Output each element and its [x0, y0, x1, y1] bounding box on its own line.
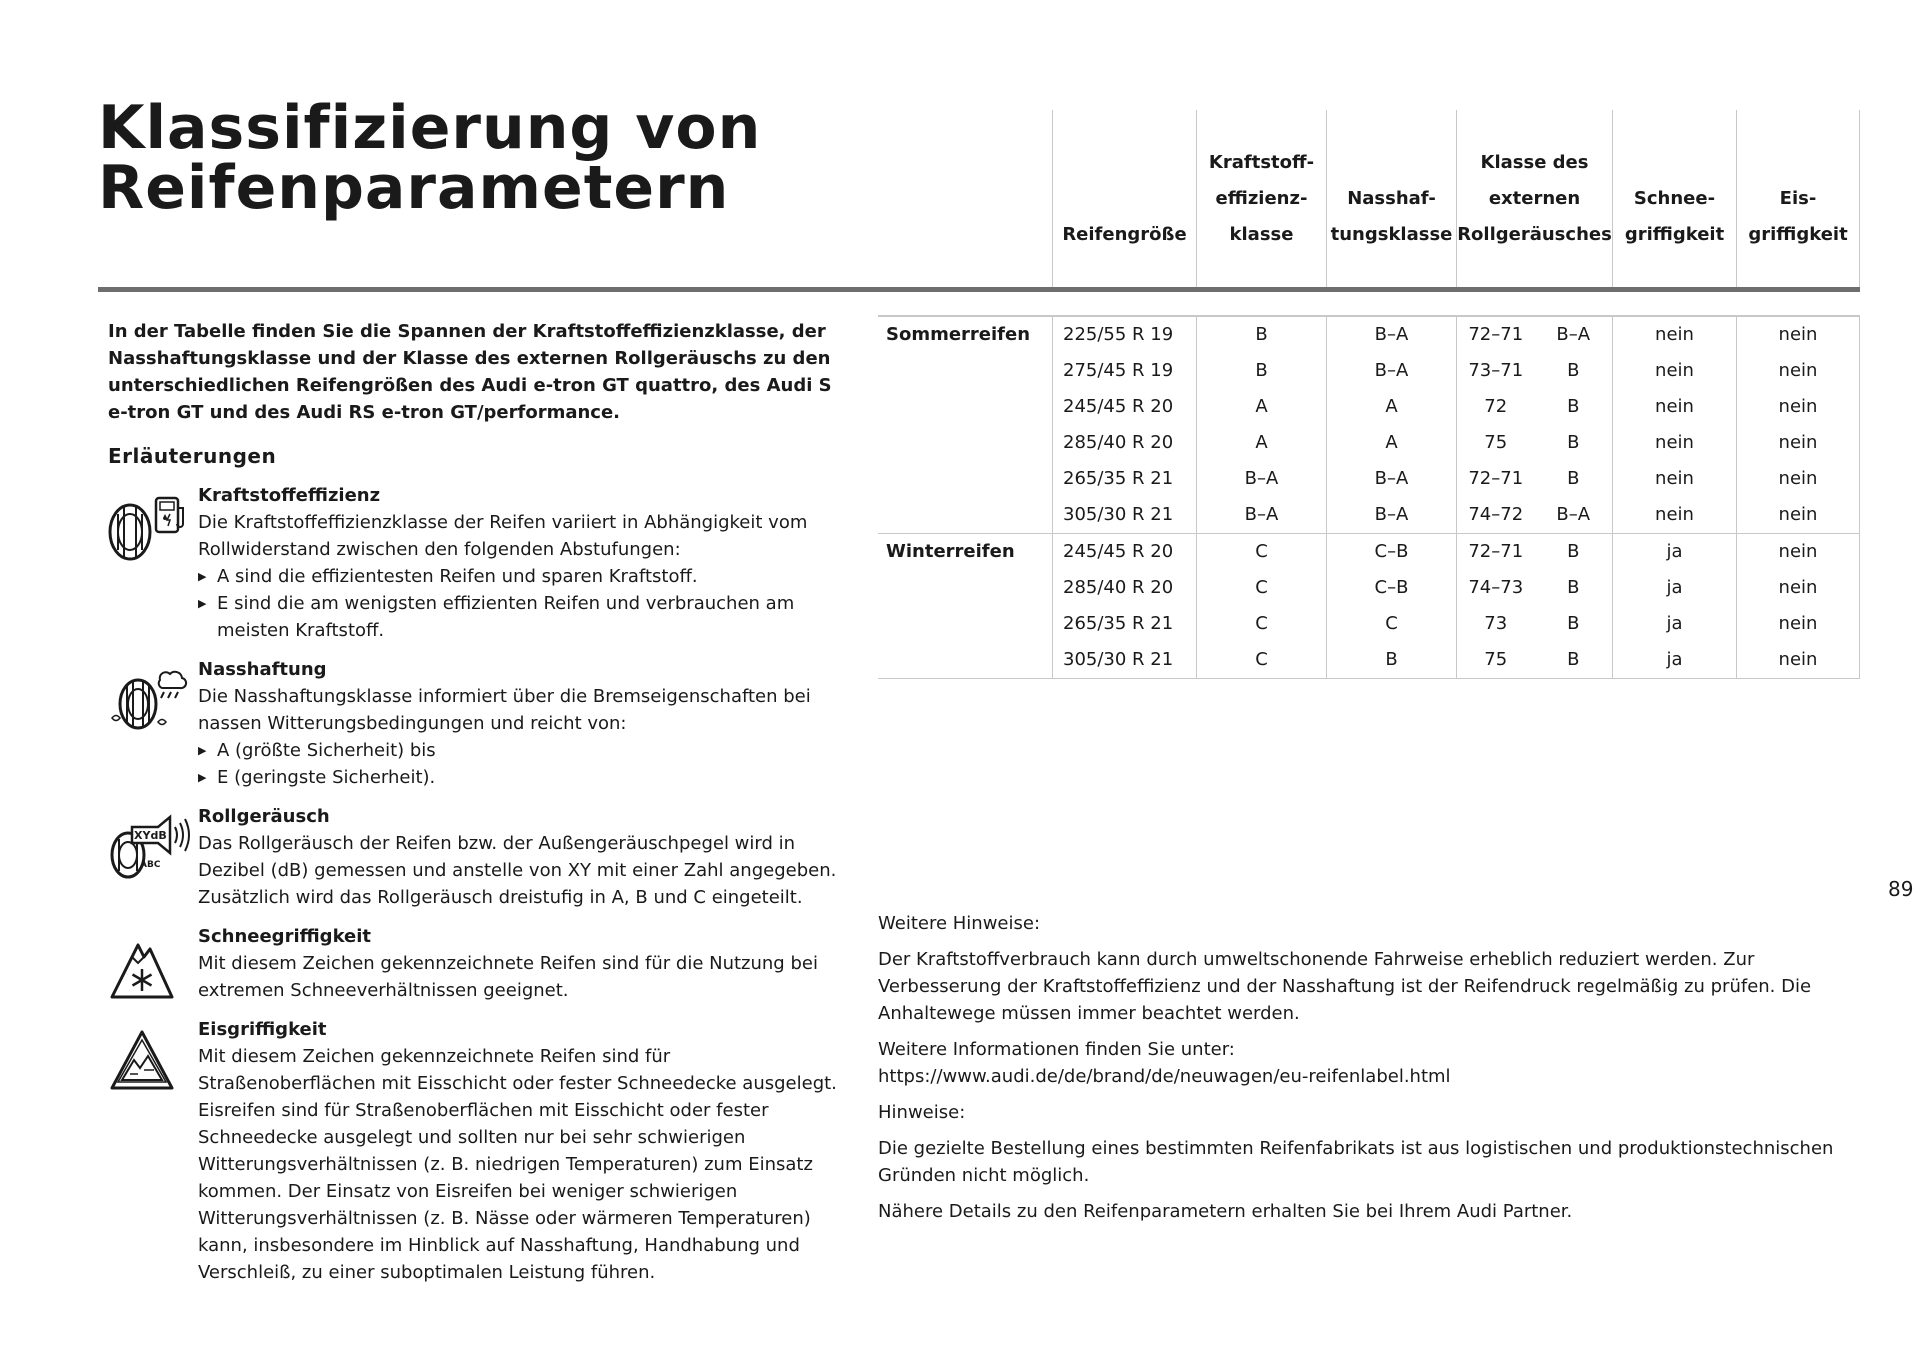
cell-noise-class: B [1567, 359, 1580, 381]
header-ice-line: Eis- [1779, 188, 1817, 209]
cell-noise-db: 72–71 [1468, 540, 1524, 562]
cell-efficiency: A [1196, 425, 1326, 461]
tire-table [878, 315, 1860, 679]
noise-icon-sub: ABC [140, 860, 161, 870]
item-text: Mit diesem Zeichen gekennzeichnete Reifen sind für Straßenoberflächen mit Eisschicht oder fester Schneedecke ausgelegt. Eisreifen sind für Straßenoberflächen mit Eisschicht oder fester Schneedecke ausgelegt und sollten nur bei sehr schwierigen Witterungsverhältnissen (z. B. niedrigen Temperaturen) zum Einsatz kommen. Der Einsatz von Eisreifen bei weniger schwierigen Witterungsverhältnissen (z. B. Nässe oder wärmeren Temperaturen) kann, insbesondere im Hinblick auf Nasshaftung, Handhabung und Verschleiß, zu einer suboptimalen Leistung führen. [198, 1046, 837, 1283]
item-text: Mit diesem Zeichen gekennzeichnete Reifen sind für die Nutzung bei extremen Schneeverhältnissen geeignet. [198, 953, 818, 1001]
explanation-column [108, 318, 848, 1286]
cell-ice-grip: nein [1736, 461, 1860, 497]
cell-efficiency: B–A [1196, 461, 1326, 497]
cell-noise-db: 74–72 [1468, 503, 1524, 525]
cell-ice-grip: nein [1736, 425, 1860, 461]
cell-noise-class: B [1567, 612, 1580, 634]
cell-noise-db: 74–73 [1468, 576, 1524, 598]
cell-rolling-noise [1456, 317, 1612, 353]
cell-noise-db: 73 [1484, 612, 1508, 634]
header-snow-line: griffigkeit [1624, 224, 1725, 245]
cell-size: 275/45 R 19 [1052, 353, 1196, 389]
table-header [1052, 110, 1860, 287]
intro-text: In der Tabelle finden Sie die Spannen der Kraftstoffeffizienzklasse, der Nasshaftungsklasse und der Klasse des externen Rollgeräuschs zu den unterschiedlichen Reifengrößen des Audi e-tron GT quattro, des Audi S e-tron GT und des Audi RS e-tron GT/performance. [108, 321, 832, 423]
cell-efficiency: C [1196, 606, 1326, 642]
cell-noise-db: 72–71 [1468, 323, 1524, 345]
cell-efficiency: B [1196, 317, 1326, 353]
tire-group [878, 534, 1860, 679]
explanations-heading: Erläuterungen [108, 444, 277, 468]
cell-size: 245/45 R 20 [1052, 389, 1196, 425]
tire-fuel-icon [108, 492, 192, 562]
item-heading: Rollgeräusch [198, 806, 330, 827]
cell-size: 265/35 R 21 [1052, 461, 1196, 497]
item-heading: Schneegriffigkeit [198, 926, 372, 947]
notes-info [878, 1036, 1863, 1090]
cell-ice-grip: nein [1736, 389, 1860, 425]
cell-rolling-noise [1456, 642, 1612, 678]
cell-size: 305/30 R 21 [1052, 642, 1196, 678]
notes-section [878, 910, 1863, 1234]
cell-snow-grip: ja [1612, 570, 1736, 606]
cell-wet-grip: A [1326, 389, 1456, 425]
header-wet-grip [1326, 110, 1456, 287]
cell-rolling-noise [1456, 389, 1612, 425]
cell-size: 225/55 R 19 [1052, 317, 1196, 353]
header-size [1052, 110, 1196, 287]
mountain-snowflake-icon [108, 933, 192, 1003]
cell-rolling-noise [1456, 570, 1612, 606]
cell-noise-db: 72 [1484, 395, 1508, 417]
cell-snow-grip: nein [1612, 353, 1736, 389]
cell-rolling-noise [1456, 353, 1612, 389]
cell-wet-grip: A [1326, 425, 1456, 461]
cell-ice-grip: nein [1736, 534, 1860, 570]
page-title [98, 93, 762, 223]
bullet-item: ▶ A (größte Sicherheit) bis [198, 737, 848, 764]
bullet-item: ▶ E (geringste Sicherheit). [198, 764, 848, 791]
table-row [1052, 461, 1860, 497]
cell-efficiency: A [1196, 389, 1326, 425]
cell-ice-grip: nein [1736, 642, 1860, 678]
header-efficiency-line: effizienz- [1215, 188, 1308, 209]
cell-rolling-noise [1456, 497, 1612, 533]
bullet-item: ▶ E sind die am wenigsten effizienten Reifen und verbrauchen am meisten Kraftstoff. [198, 590, 848, 644]
table-row [1052, 642, 1860, 678]
cell-size: 285/40 R 20 [1052, 570, 1196, 606]
header-size-line: Reifengröße [1062, 224, 1187, 245]
info-url-link[interactable]: https://www.audi.de/de/brand/de/neuwagen/eu-reifenlabel.html [878, 1066, 1451, 1087]
table-row [1052, 534, 1860, 570]
header-snow-grip [1612, 110, 1736, 287]
item-fuel-efficiency [108, 482, 848, 644]
notes-partner-text: Nähere Details zu den Reifenparametern erhalten Sie bei Ihrem Audi Partner. [878, 1201, 1573, 1222]
tire-noise-icon [108, 813, 192, 883]
cell-snow-grip: ja [1612, 534, 1736, 570]
cell-size: 245/45 R 20 [1052, 534, 1196, 570]
page-title-line-1: Klassifizierung von [98, 93, 762, 163]
cell-rolling-noise [1456, 425, 1612, 461]
tire-group [878, 317, 1860, 534]
header-noise-line: Klasse des [1480, 152, 1589, 173]
cell-noise-class: B [1567, 576, 1580, 598]
header-ice-grip [1736, 110, 1860, 287]
cell-wet-grip: C–B [1326, 570, 1456, 606]
item-text: Das Rollgeräusch der Reifen bzw. der Außengeräuschpegel wird in Dezibel (dB) gemessen und anstelle von XY mit einer Zahl angegeben. Zusätzlich wird das Rollgeräusch dreistufig in A, B und C eingeteilt. [198, 833, 837, 908]
cell-ice-grip: nein [1736, 317, 1860, 353]
cell-noise-class: B [1567, 431, 1580, 453]
cell-size: 265/35 R 21 [1052, 606, 1196, 642]
cell-snow-grip: nein [1612, 497, 1736, 533]
table-row [1052, 425, 1860, 461]
table-row [1052, 389, 1860, 425]
cell-wet-grip: C [1326, 606, 1456, 642]
cell-wet-grip: B–A [1326, 497, 1456, 533]
item-text: Die Kraftstoffeffizienzklasse der Reifen variiert in Abhängigkeit vom Rollwiderstand zwischen den folgenden Abstufungen: [198, 512, 808, 560]
cell-snow-grip: nein [1612, 425, 1736, 461]
cell-noise-db: 72–71 [1468, 467, 1524, 489]
notes-fuel-text: Der Kraftstoffverbrauch kann durch umweltschonende Fahrweise erheblich reduziert werden. Zur Verbesserung der Kraftstoffeffizienz und der Nasshaftung ist der Reifendruck regelmäßig zu prüfen. Die Anhaltewege müssen immer beachtet werden. [878, 949, 1812, 1024]
cell-snow-grip: nein [1612, 389, 1736, 425]
cell-ice-grip: nein [1736, 570, 1860, 606]
cell-efficiency: B–A [1196, 497, 1326, 533]
cell-noise-db: 75 [1484, 431, 1508, 453]
cell-noise-db: 73–71 [1468, 359, 1524, 381]
cell-noise-db: 75 [1484, 648, 1508, 670]
notes-info-label: Weitere Informationen finden Sie unter: [878, 1039, 1235, 1060]
cell-snow-grip: nein [1612, 317, 1736, 353]
item-text: Die Nasshaftungsklasse informiert über die Bremseigenschaften bei nassen Witterungsbedingungen und reicht von: [198, 686, 811, 734]
cell-rolling-noise [1456, 606, 1612, 642]
header-snow-line: Schnee- [1633, 188, 1716, 209]
cell-rolling-noise [1456, 461, 1612, 497]
header-efficiency-line: Kraftstoff- [1208, 152, 1315, 173]
item-heading: Nasshaftung [198, 659, 327, 680]
cell-snow-grip: ja [1612, 606, 1736, 642]
item-wet-grip [108, 656, 848, 791]
cell-wet-grip: B–A [1326, 317, 1456, 353]
cell-snow-grip: nein [1612, 461, 1736, 497]
item-ice-grip [108, 1016, 848, 1286]
table-row [1052, 606, 1860, 642]
cell-size: 285/40 R 20 [1052, 425, 1196, 461]
header-noise-line: Rollgeräusches [1457, 224, 1612, 245]
item-bullets [198, 563, 848, 644]
cell-efficiency: C [1196, 570, 1326, 606]
table-row [1052, 497, 1860, 533]
title-rule [98, 287, 1860, 292]
cell-wet-grip: B [1326, 642, 1456, 678]
notes-hints-heading: Hinweise: [878, 1102, 966, 1123]
cell-ice-grip: nein [1736, 353, 1860, 389]
cell-rolling-noise [1456, 534, 1612, 570]
notes-order-text: Die gezielte Bestellung eines bestimmten Reifenfabrikats ist aus logistischen und produktionstechnischen Gründen nicht möglich. [878, 1138, 1834, 1186]
header-wet-line: tungsklasse [1330, 224, 1453, 245]
header-ice-line: griffigkeit [1748, 224, 1848, 245]
cell-efficiency: C [1196, 534, 1326, 570]
header-efficiency [1196, 110, 1326, 287]
table-row [1052, 317, 1860, 353]
item-rolling-noise [108, 803, 848, 911]
cell-ice-grip: nein [1736, 497, 1860, 533]
header-noise-line: externen [1488, 188, 1581, 209]
notes-heading: Weitere Hinweise: [878, 913, 1041, 934]
item-snow-grip [108, 923, 848, 1004]
cell-wet-grip: B–A [1326, 353, 1456, 389]
cell-noise-class: B [1567, 395, 1580, 417]
cell-noise-class: B [1567, 648, 1580, 670]
table-row [1052, 570, 1860, 606]
tire-rain-icon [108, 666, 192, 736]
header-rolling-noise [1456, 110, 1612, 287]
cell-efficiency: B [1196, 353, 1326, 389]
cell-efficiency: C [1196, 642, 1326, 678]
cell-noise-class: B [1567, 540, 1580, 562]
cell-noise-class: B–A [1556, 323, 1591, 345]
cell-wet-grip: C–B [1326, 534, 1456, 570]
table-row [1052, 353, 1860, 389]
bullet-item: ▶ A sind die effizientesten Reifen und sparen Kraftstoff. [198, 563, 848, 590]
page-title-line-2: Reifenparametern [98, 153, 730, 223]
cell-noise-class: B [1567, 467, 1580, 489]
header-efficiency-line: klasse [1229, 224, 1294, 245]
cell-snow-grip: ja [1612, 642, 1736, 678]
item-heading: Eisgriffigkeit [198, 1019, 327, 1040]
cell-ice-grip: nein [1736, 606, 1860, 642]
ice-mountain-icon [108, 1026, 192, 1096]
item-heading: Kraftstoffeffizienz [198, 485, 381, 506]
tire-group-label: Winterreifen [886, 540, 1015, 562]
cell-noise-class: B–A [1556, 503, 1591, 525]
cell-wet-grip: B–A [1326, 461, 1456, 497]
header-wet-line: Nasshaf- [1347, 188, 1436, 209]
cell-size: 305/30 R 21 [1052, 497, 1196, 533]
tire-group-label: Sommerreifen [886, 323, 1031, 345]
noise-icon-label: XYdB [134, 829, 167, 842]
item-bullets [198, 737, 848, 791]
page-number: 89 [1888, 877, 1914, 901]
